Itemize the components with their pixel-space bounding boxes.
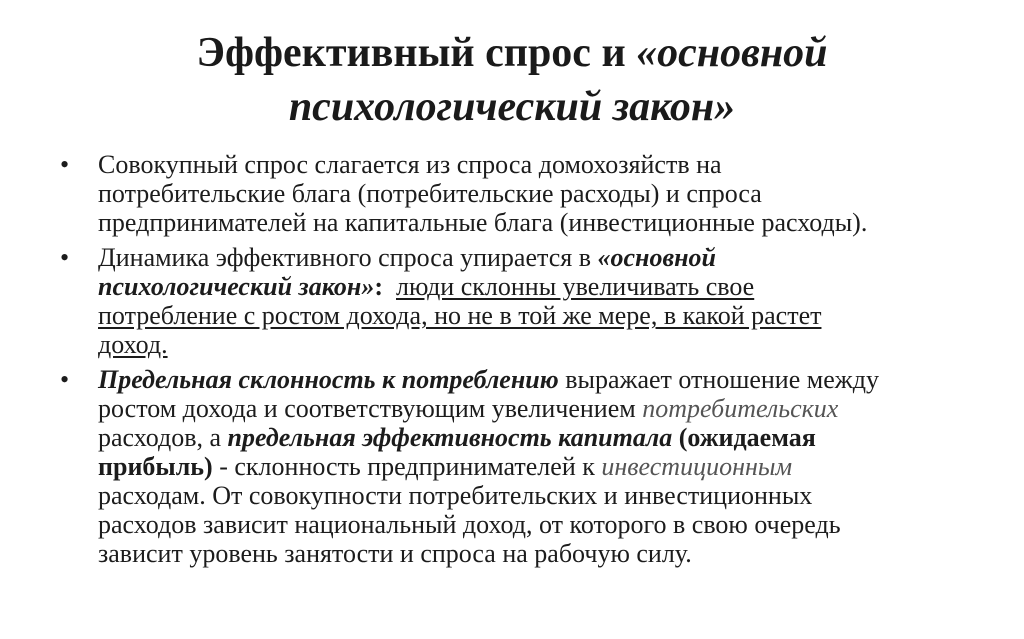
bullet-line xyxy=(98,365,976,394)
bullet-line xyxy=(98,243,976,272)
bullet-line: потребительские блага (потребительские расходы) и спроса xyxy=(98,179,762,208)
text-plain: Динамика эффективного спроса упирается в xyxy=(98,243,598,272)
text-underlined: люди склонны увеличивать свое xyxy=(396,272,755,301)
bullet-marker: • xyxy=(60,243,70,272)
text-plain: расходов, а xyxy=(98,423,228,452)
bullet-marker: • xyxy=(60,365,70,394)
text-italic: потребительских xyxy=(642,394,839,423)
text-plain: ростом дохода и соответствующим увеличением xyxy=(98,394,643,423)
bullet-line xyxy=(98,452,976,481)
text-bold-italic: «основной xyxy=(597,243,716,272)
title-text-plain: Эффективный спрос и xyxy=(196,30,637,76)
bullet-line: расходов зависит национальный доход, от которого в свою очередь xyxy=(98,510,841,539)
text-italic: инвестиционным xyxy=(601,452,793,481)
text-plain: - склонность предпринимателей к xyxy=(212,452,602,481)
title-text-italic: «основной xyxy=(636,30,828,76)
bullet-line xyxy=(98,330,976,359)
slide-title xyxy=(40,26,984,134)
bullet-line: зависит уровень занятости и спроса на рабочую силу. xyxy=(98,539,692,568)
bullet-line: предпринимателей на капитальные блага (инвестиционные расходы). xyxy=(98,208,868,237)
bullet-item-marginal-propensity xyxy=(56,365,976,568)
title-line-2: психологический закон» xyxy=(288,84,736,130)
bullet-marker: • xyxy=(60,150,70,179)
text-bold: (ожидаемая xyxy=(672,423,816,452)
bullet-line xyxy=(98,394,976,423)
bullet-line xyxy=(98,423,976,452)
text-bold-italic: психологический закон» xyxy=(98,272,375,301)
text-underlined: доход. xyxy=(98,330,168,359)
text-bold-italic: Предельная склонность к потреблению xyxy=(98,365,559,394)
bullet-item-psychological-law xyxy=(56,243,976,359)
bullet-line xyxy=(98,272,976,301)
text-plain: выражает отношение между xyxy=(558,365,879,394)
bullet-list xyxy=(56,150,976,574)
bullet-line: Совокупный спрос слагается из спроса домохозяйств на xyxy=(98,150,722,179)
text-bold: прибыль) xyxy=(98,452,213,481)
bullet-line: расходам. От совокупности потребительских и инвестиционных xyxy=(98,481,813,510)
text-underlined: потребление с ростом дохода, но не в той же мере, в какой растет xyxy=(98,301,822,330)
text-colon: : xyxy=(374,272,383,301)
bullet-line xyxy=(98,301,976,330)
title-line-1 xyxy=(40,26,984,80)
bullet-item-aggregate-demand xyxy=(56,150,976,237)
text-bold-italic: предельная эффективность капитала xyxy=(227,423,673,452)
